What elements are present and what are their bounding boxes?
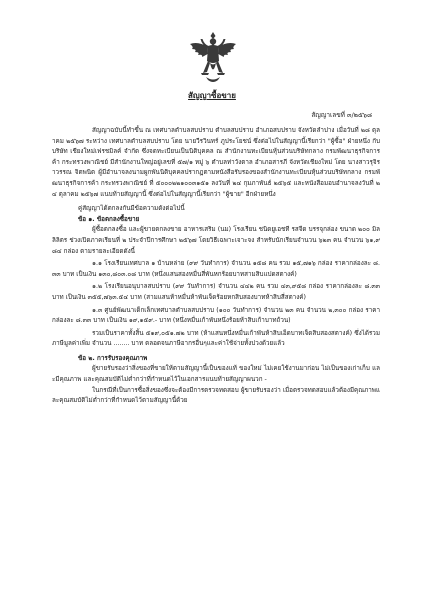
preamble-paragraph: สัญญาฉบับนี้ทำขึ้น ณ เทศบาลตำบลสบปราบ ตำบลสบปราบ อำเภอสบปราบ จังหวัดลำปาง เมื่อวันที่ ๒๘ ตุลาคม ๒๕๖๗ ระหว่าง เทศบาลตำบลสบปราบ โดย นายวีรวินทร์ ภูประโยชน์ ซึ่งต่อไปในสัญญานี้เรียกว่า "ผู้ซื้อ" ฝ่ายหนึ่ง กับ บริษัท เชียงใหม่เฟรชมิลค์ จำกัด ซึ่งจดทะเบียนเป็นนิติบุคคล ณ สำนักงานทะเบียนหุ้นส่วนบริษัทกลาง กรมพัฒนาธุรกิจการค้า กระทรวงพาณิชย์ มีสำนักงานใหญ่อยู่เลขที่ ๕๗/๑ หมู่ ๖ ตำบลท่าวังตาล อำเภอสารภี จังหวัดเชียงใหม่ โดย นางสาวรุจิราวรรณ จิตพนิต ผู้มีอำนาจลงนามผูกพันนิติบุคคลปรากฏตามหนังสือรับรองของสำนักงานทะเบียนหุ้นส่วนบริษัทกลาง กรมพัฒนาธุรกิจการค้า กระทรวงพาณิชย์ ที่ ๕๐๐๐๒๒๑๐๐๓๑๕๑ ลงวันที่ ๒๔ กุมภาพันธ์ ๒๕๖๕ และหนังสือมอบอำนาจลงวันที่ ๒๔ ตุลาคม ๒๕๖๗ แนบท้ายสัญญานี้ ซึ่งต่อไปในสัญญานี้เรียกว่า "ผู้ขาย" อีกฝ่ายหนึ่ง: [52, 127, 380, 198]
contract-body: [52, 126, 380, 407]
item-paragraph: ๑.๓ ศูนย์พัฒนาเด็กเล็กเทศบาลตำบลสบปราบ (๑๐๐ วันทำการ) จำนวน ๒๓ คน จำนวน ๒,๓๐๐ กล่อง ราคากล่องละ ๘.๓๓ บาท เป็นเงิน ๑๙,๑๕๙.- บาท (หนึ่งหมื่นเก้าพันหนึ่งร้อยห้าสิบเก้าบาทถ้วน): [52, 306, 380, 325]
document-title: สัญญาซื้อขาย: [188, 91, 236, 100]
agreement-intro: คู่สัญญาได้ตกลงกันมีข้อความดังต่อไปนี้: [78, 205, 185, 213]
section-paragraph: ผู้ซื้อตกลงซื้อ และผู้ขายตกลงขาย อาหารเสริม (นม) โรงเรียน ชนิดยูเอชที รสจืด บรรจุกล่อง ขนาด ๒๐๐ มิลลิลิตร ช่วงเปิดภาคเรียนที่ ๒ ประจำปีการศึกษา ๒๕๖๗ โดยวิธีเฉพาะเจาะจง สำหรับนักเรียนจำนวน ๖๒๓ คน จำนวน ๖๑,๙๘๔ กล่อง ตามรายละเอียดดังนี้: [52, 226, 380, 255]
item-paragraph: ๑.๑ โรงเรียนเทศบาล ๑ บ้านหล่าย (๙๙ วันทำการ) จำนวน ๑๕๘ คน รวม ๑๕,๗๑๖ กล่อง ราคากล่องละ ๘.๓๓ บาท เป็นเงิน ๑๓๐,๘๐๓.๐๘ บาท (หนึ่งแสนสองหมื่นสี่พันหกร้อยบาทสามสิบแปดสตางค์): [52, 260, 380, 278]
total-paragraph: รวมเป็นราคาทั้งสิ้น ๕๑๙,๐๕๑.๗๒ บาท (ห้าแสนหนึ่งหมื่นเก้าพันห้าสิบเอ็ดบาทเจ็ดสิบสองสตางค์) ซึ่งได้รวมภาษีมูลค่าเพิ่ม จำนวน ........ บาท ตลอดจนภาษีอากรอื่นๆและค่าใช้จ่ายทั้งปวงด้วยแล้ว: [52, 329, 380, 348]
item-paragraph: ๑.๒ โรงเรียนอนุบาลสบปราบ (๙๙ วันทำการ) จำนวน ๔๔๒ คน รวม ๔๓,๙๕๘ กล่อง ราคากล่องละ ๘.๓๓ บาท เป็นเงิน ๓๕๕,๗๖๓.๕๔ บาท (สามแสนห้าหมื่นห้าพันเจ็ดร้อยหกสิบสองบาทห้าสิบสี่สตางค์): [52, 283, 380, 301]
section-paragraph: ผู้ขายรับรองว่าสิ่งของที่ขายให้ตามสัญญานี้เป็นของแท้ ของใหม่ ไม่เคยใช้งานมาก่อน ไม่เป็นของเก่าเก็บ และมีคุณภาพ และคุณสมบัติไม่ต่ำกว่าที่กำหนดไว้ในเอกสารแนบท้ายสัญญาผนวก -: [52, 365, 380, 384]
section-heading: ข้อ ๑. ข้อตกลงซื้อขาย: [78, 215, 140, 223]
garuda-emblem-icon: [188, 30, 238, 84]
section-heading: ข้อ ๒. การรับรองคุณภาพ: [78, 354, 148, 362]
contract-number: สัญญาเลขที่ ๓/๒๕๖๘: [311, 111, 372, 119]
section-paragraph: ในกรณีที่เป็นการซื้อสิ่งของซึ่งจะต้องมีการตรวจทดสอบ ผู้ขายรับรองว่า เมื่อตรวจทดสอบแล้วต้องมีคุณภาพและคุณสมบัติไม่ต่ำกว่าที่กำหนดไว้ตามสัญญานี้ด้วย: [52, 386, 380, 405]
